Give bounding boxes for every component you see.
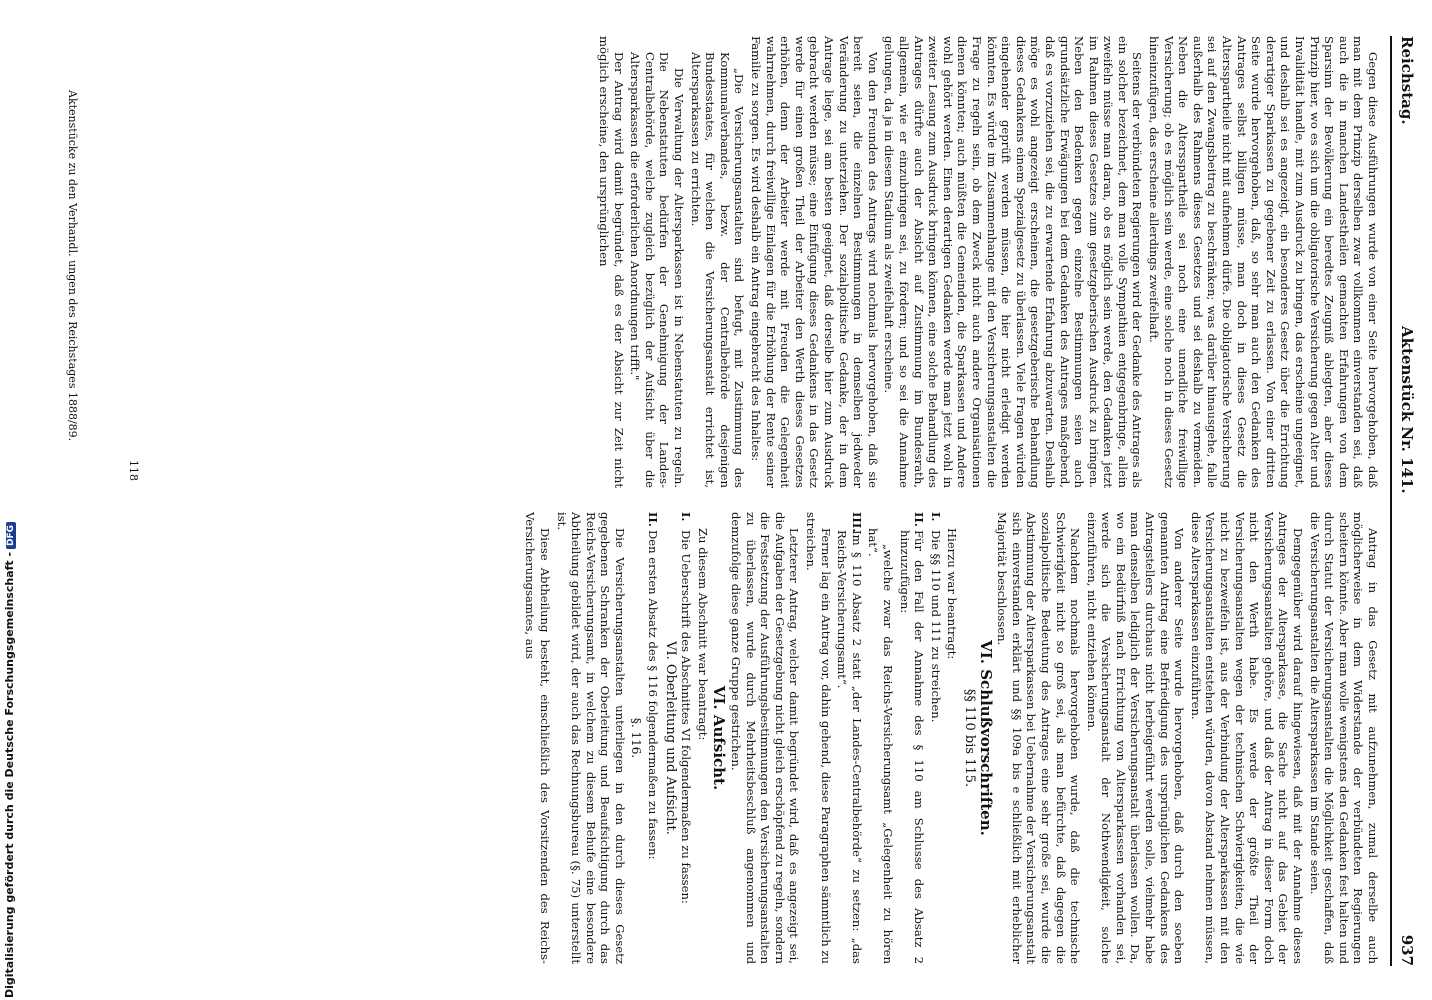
digitization-sidebar xyxy=(0,0,22,1000)
quote-paragraph: „welche zwar das Reichs-Versicherungsamt „Gelegenheit zu hören hat“. xyxy=(866,528,895,964)
page-header xyxy=(1390,36,1420,966)
paragraph: Die Versicherungsanstalten unterliegen in den durch dieses Gesetz gegebenen Schranken der Oberleitung und Beaufsichtigung durch das Reichs-Versicherungsamt, in welchem zu diesem Behufe eine besondere Abtheilung gebildet wird, der auch das Rechnungsbureau (§. 75) unterstellt ist. xyxy=(554,512,627,964)
list-item: I. Die §§ 110 und 111 zu streichen. xyxy=(928,512,943,723)
paragraph: Nachdem nochmals hervorgehoben wurde, daß die technische Schwierigkeit nicht so groß sei, als man befürchte, daß dagegen die sozialpolitische Bedeutung des Antrages eine sehr große sei, wurde die Abstimmung der Altersparkassen bei Uebernahme der Versicherungsanstalt sich einverstanden erklärt und §§ 109a bis e schließlich mit erheblicher Majorität beschlossen. xyxy=(995,512,1083,964)
list-item: I. Die Ueberschrift des Abschnittes VI folgendermaßen zu fassen: xyxy=(679,512,694,904)
dfg-logo-icon: DFG xyxy=(6,522,16,549)
sidebar-credit: Digitalisierung gefördert durch die Deutsche Forschungsgemeinschaft -DFG xyxy=(3,522,16,998)
list-item: II. Für den Fall der Annahme des § 110 am Schlusse des Absatz 2 hinzuzufügen: xyxy=(897,512,927,964)
paragraph: Von den Freunden des Antrags wird nochmals hervorgehoben, daß sie bereit seien, die einzelnen Bestimmungen in demselben jedweder Veränderung zu unterziehen. Der sozialpolitische Gedanke, der in dem Antrage liege, sei am besten geeignet, daß derselbe hier zum Ausdruck gebracht werden müsse; eine Einfügung dieses Gedankens in das Gesetz werde für einen großen Theil der Arbeiter den Werth dieses Gesetzes erhöhen, denn der Arbeiter werde mit Freuden die Gelegenheit wahrnehmen, durch freiwillige Einlagen für die Erhöhung der Rente seiner Familie zu sorgen. Es wird deshalb ein Antrag eingebracht des Inhaltes: xyxy=(749,36,880,488)
paragraph: Seitens der verbündeten Regierungen wird der Gedanke des Antrages als ein solcher bezeichnet, dem man volle Sympathien entgegenbringe, allein zweifeln müsse man daran, ob es möglich sein werde, den Gedanken jetzt im Rahmen dieses Gesetzes zum gesetzgeberischen Ausdruck zu bringen. Neben den Bedenken gegen einzelne Bestimmungen seien auch grundsätzliche Erwägungen bei dem Gedanken des Antrages maßgebend, daß es vorzuziehen sei, die zu erwartende Erfahrung abzuwarten. Deshalb möge es wohl angezeigt erscheinen, die gesetzgeberische Behandlung dieses Gedankens einem Spezialgesetz zu überlassen. Viele Fragen würden eingehender geprüft werden müssen, die hier nicht erledigt werden könnten. Es würde im Zusammenhange mit den Versicherungsanstalten die Frage zu regeln sein, ob dem Zweck nicht auch andere Organisationen dienen könnten; auch müßten die Gemeinden, die Sparkassen und Andere wohl gehört werden. Einen derartigen Gedanken werde man jetzt wohl in zweiter Lesung zum Ausdruck bringen können, eine solche Behandlung des Antrages dürfte auch der Absicht auf Zustimmung im Bundesrath, allgemein, wie er einzubringen sei, zu fördern; und so sei die Annahme gelungen, da ja in diesem Stadium als zweifelhaft erscheine. xyxy=(882,36,1145,488)
list-item: III. Im § 110 Absatz 2 statt „der Landes-Centralbehörde“ zu setzen: „das Reichs-Versicherungsamt“. xyxy=(835,512,864,964)
right-column xyxy=(521,512,1380,964)
paragraph: Der Antrag wird damit begründet, daß es der Absicht zur Zeit nicht möglich erscheine, den ursprünglichen xyxy=(597,36,626,488)
section-title: VI. Schlußvorschriften. xyxy=(976,640,995,836)
paragraph-number: §. 116. xyxy=(629,717,644,759)
paragraph: Diese Abtheilung besteht, einschließlich des Vorsitzenden des Reichs-Versicherungsamtes, aus xyxy=(523,512,552,964)
bottom-page-number: 118 xyxy=(127,460,140,481)
paragraph: Gegen diese Ausführungen wurde von einer Seite hervorgehoben, daß man mit dem Prinzip derselben zwar vollkommen einverstanden sei, daß auch die in manchen Landestheilen gemachten Erfahrungen von dem Sparsinn der Bevölkerung ein beredtes Zeugniß ablegten, aber dieses Prinzip hier, wo es sich um die obligatorische Versicherung gegen Alter und Invalidität handle, mit zum Ausdruck zu bringen, das erscheine ungeeignet, und deshalb sei es angezeigt, ein besonderes Gesetz über die Errichtung derartiger Sparkassen zu gegebener Zeit zu erlassen. Von einer dritten Seite wurde hervorgehoben, daß, so sehr man auch den Gedanken des Antrages selbst billigen müsse, man doch in dieses Gesetz die Altersspartheile nicht mit aufnehmen dürfe. Die obligatorische Versicherung sei auf den Zwangsbeitrag zu beschränken; was darüber hinausgehe, falle außerhalb des Rahmens dieses Gesetzes und sei deshalb zu vermeiden. Neben die Altersspartheile sei noch eine unendliche freiwillige Versicherung; ob es möglich sein werde, eine solche noch in dieses Gesetz hineinzufügen, das erscheine allerdings zweifelhaft. xyxy=(1147,36,1380,488)
quote-paragraph: „Die Versicherungsanstalten sind befugt, mit Zustimmung des Kommunalverbandes, bezw. der Centralbehörde desjenigen Bundesstaates, für welchen die Versicherungsanstalt errichtet ist, Altersparkassen zu errichten. xyxy=(688,52,747,488)
paragraph: Ferner lag ein Antrag vor, dahin gehend, diese Paragraphen sämmtlich zu streichen. xyxy=(804,512,833,964)
section-title: VI. Aufsicht. xyxy=(710,685,729,791)
header-left: Reichstag. xyxy=(1398,36,1416,125)
footer-note: Aktenstücke zu den Verhandl. ungen des Reichstages 1888/89. xyxy=(66,90,79,442)
list-item: II. Den ersten Absatz des § 116 folgendermaßen zu fassen: xyxy=(646,512,661,860)
paragraph: Demgegenüber wird darauf hingewiesen, daß mit der Annahme dieses Antrages der Altersparkasse, die Sache nicht auf das Gebiet der Versicherungsanstalten gehöre, und daß der Antrag in dieser Form doch nicht den Werth habe. Es werde der größte Theil der Versicherungsanstalten wegen der technischen Schwierigkeiten, die wie nicht zu bezweifeln ist, aus der Verbindung der Altersparkassen mit den Versicherungsanstalten entstehen würden, davon Abstand nehmen müssen, diese Altersparkassen einzuführen. xyxy=(1188,512,1306,964)
paragraph: Antrag in das Gesetz mit aufzunehmen, zumal derselbe auch möglicherweise in dem Widerstande der verbündeten Regierungen scheitern könnte. Aber man wolle wenigstens den Gedanken fest halten und durch Statut der Versicherungsanstalten die Möglichkeit geschaffen, daß die Versicherungsanstalten die Altersparkassen im Stande seien. xyxy=(1307,512,1380,964)
paragraph: Zu diesem Abschnitt war beantragt: xyxy=(695,528,710,741)
paragraph: Hierzu war beantragt: xyxy=(945,528,960,660)
header-page-number: 937 xyxy=(1398,934,1416,966)
paragraph: Von anderer Seite wurde hervorgehoben, daß durch den soeben genannten Antrag eine Befriedigung des ursprünglichen Gedankens des Antragstellers durchaus nicht herbeigeführt werden solle, vielmehr habe man denselben lediglich der Versicherungsanstalt überlassen wollen. Da, wo ein Bedürfniß nach Errichtung von Altersparkassen vorhanden sei, werde sich die Versicherungsanstalt der Nothwendigkeit, solche einzuführen, nicht entziehen können. xyxy=(1084,512,1187,964)
quote-paragraph: Die Verwaltung der Altersparkassen ist in Nebenstatuten zu regeln. Die Nebenstatuten bedürfen der Genehmigung der Landes-Centralbehörde, welche zugleich bezüglich der Aufsicht über die Altersparkassen die erforderlichen Anordnungen trifft." xyxy=(628,52,687,488)
header-center: Aktenstück Nr. 141. xyxy=(1398,326,1416,494)
section-subtitle: §§ 110 bis 115. xyxy=(961,688,977,788)
paragraph: Letzterer Antrag, welcher damit begründet wird, daß es angezeigt sei, die Aufgaben der Gesetzgebung nicht gleich erschöpfend zu regeln, sondern die Festsetzung der Ausführungsbestimmungen den Versicherungsanstalten zu überlassen, wurde durch Mehrheitsbeschluß angenommen und demzufolge diese ganze Gruppe gestrichen. xyxy=(729,512,802,964)
left-column xyxy=(595,36,1380,488)
quote-heading: VI. Oberleitung und Aufsicht. xyxy=(662,641,678,835)
